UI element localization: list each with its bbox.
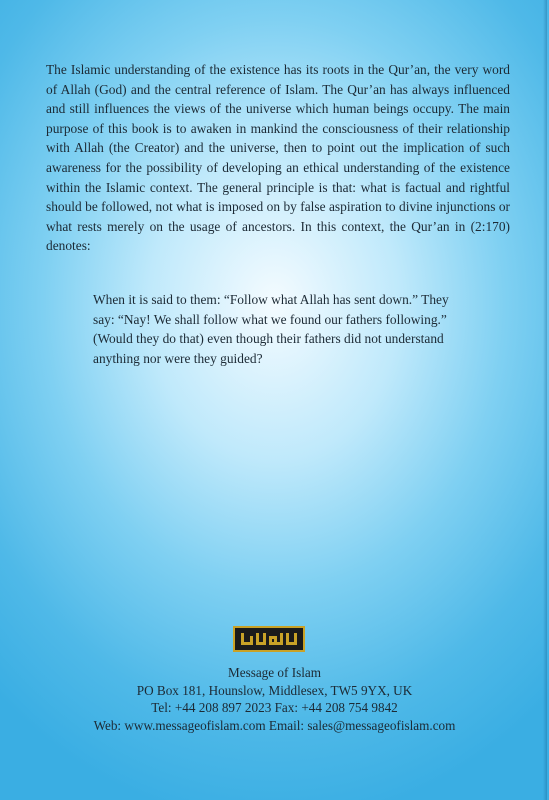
publisher-web-email: Web: www.messageofislam.com Email: sales@messageofislam.com xyxy=(93,717,456,733)
publisher-address: PO Box 181, Hounslow, Middlesex, TW5 9YX, UK xyxy=(136,682,413,698)
publisher-info xyxy=(0,664,549,734)
intro-paragraph: The Islamic understanding of the existence has its roots in the Qur’an, the very word of Allah (God) and the central reference of Islam. The Qur’an has always influenced and still influences the views of the universe which human beings occupy. The main purpose of this book is to awaken in mankind the consciousness of their relationship with Allah (the Creator) and the universe, then to point out the implication of such awareness for the possibility of developing an ethical understanding of the existence within the Islamic context. The general principle is that: what is factual and rightful should be followed, not what is imposed on by false aspiration to divine injunctions or what rests merely on the usage of ancestors. In this context, the Qur’an in (2:170) denotes: xyxy=(46,62,510,254)
publisher-phone-fax: Tel: +44 208 897 2023 Fax: +44 208 754 9842 xyxy=(151,700,398,715)
publisher-name: Message of Islam xyxy=(227,665,322,680)
kufic-calligraphy-icon xyxy=(239,631,299,647)
quran-quote: When it is said to them: “Follow what Allah has sent down.” They say: “Nay! We shall follow what we found our fathers following.” (Would they do that) even though their fathers did not understand anything nor were they guided? xyxy=(93,292,449,366)
page-edge-shadow xyxy=(543,0,547,800)
kufic-logo-icon xyxy=(233,626,305,652)
